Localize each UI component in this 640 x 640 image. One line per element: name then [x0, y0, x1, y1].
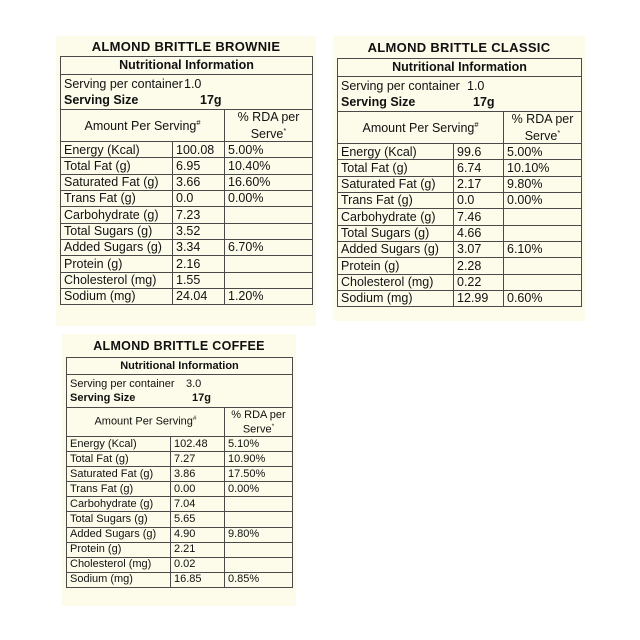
- table-row: [61, 158, 313, 174]
- table-row: [61, 288, 313, 304]
- nutrient-amount: 0.0: [454, 193, 504, 209]
- nutrient-rda: 5.00%: [225, 142, 313, 158]
- nutrient-amount: 99.6: [454, 144, 504, 160]
- serving-per-container-label: Serving per container: [70, 378, 175, 390]
- nutrient-name: Sodium (mg): [67, 572, 171, 587]
- nutrient-rda: 0.00%: [225, 191, 313, 207]
- table-row: [67, 512, 293, 527]
- amount-per-serving-header: Amount Per Serving#: [338, 112, 504, 144]
- amount-per-serving-header: Amount Per Serving#: [67, 408, 225, 437]
- nutrient-amount: 3.52: [173, 223, 225, 239]
- nutrient-name: Protein (g): [338, 258, 454, 274]
- nutrient-rda: 0.60%: [504, 290, 582, 306]
- table-row: [67, 497, 293, 512]
- nutrient-amount: 7.46: [454, 209, 504, 225]
- table-header: Nutritional Information: [67, 358, 293, 375]
- serving-per-container-label: Serving per container: [341, 79, 460, 93]
- table-header: Nutritional Information: [61, 57, 313, 75]
- nutrient-amount: 24.04: [173, 288, 225, 304]
- nutrition-table: [60, 56, 313, 305]
- nutrient-rda: [225, 542, 293, 557]
- nutrient-name: Energy (Kcal): [61, 142, 173, 158]
- nutrient-name: Cholesterol (mg): [61, 272, 173, 288]
- nutrient-name: Total Fat (g): [67, 452, 171, 467]
- nutrient-name: Trans Fat (g): [61, 191, 173, 207]
- nutrition-table: [66, 357, 293, 588]
- table-row: [67, 557, 293, 572]
- table-row: [61, 223, 313, 239]
- nutrient-amount: 2.21: [171, 542, 225, 557]
- nutrient-name: Added Sugars (g): [61, 239, 173, 255]
- serving-info: [61, 75, 313, 110]
- rda-header: % RDA per Serve*: [504, 112, 582, 144]
- nutrient-name: Protein (g): [67, 542, 171, 557]
- nutrient-amount: 3.66: [173, 174, 225, 190]
- table-row: [338, 160, 582, 176]
- nutrient-rda: 0.00%: [504, 193, 582, 209]
- table-row: [67, 542, 293, 557]
- nutrient-amount: 2.17: [454, 176, 504, 192]
- nutrient-name: Carbohydrate (g): [61, 207, 173, 223]
- nutrient-amount: 12.99: [454, 290, 504, 306]
- serving-size-label: Serving Size: [64, 93, 139, 107]
- serving-per-container-value: 3.0: [186, 378, 202, 390]
- nutrient-name: Sodium (mg): [61, 288, 173, 304]
- nutrient-rda: 10.90%: [225, 452, 293, 467]
- table-header: Nutritional Information: [338, 59, 582, 77]
- nutrient-amount: 16.85: [171, 572, 225, 587]
- serving-size-label: Serving Size: [341, 95, 416, 109]
- nutrient-name: Trans Fat (g): [67, 482, 171, 497]
- nutrient-rda: [225, 223, 313, 239]
- table-row: [338, 176, 582, 192]
- serving-per-container-value: 1.0: [184, 77, 202, 91]
- nutrient-name: Protein (g): [61, 256, 173, 272]
- serving-per-container-label: Serving per container: [64, 77, 183, 91]
- nutrient-rda: [225, 557, 293, 572]
- nutrient-name: Energy (Kcal): [338, 144, 454, 160]
- table-row: [61, 256, 313, 272]
- nutrient-name: Carbohydrate (g): [67, 497, 171, 512]
- nutrient-rda: 17.50%: [225, 467, 293, 482]
- nutrient-name: Total Sugars (g): [67, 512, 171, 527]
- classic-panel: [333, 36, 585, 321]
- serving-size-value: 17g: [192, 392, 211, 404]
- panel-title: ALMOND BRITTLE BROWNIE: [91, 39, 281, 54]
- table-row: [67, 527, 293, 542]
- table-row: [61, 239, 313, 255]
- table-row: [67, 482, 293, 497]
- nutrient-rda: [504, 258, 582, 274]
- nutrient-amount: 100.08: [173, 142, 225, 158]
- table-row: [338, 209, 582, 225]
- serving-size-label: Serving Size: [70, 392, 136, 404]
- brownie-panel: [56, 36, 316, 326]
- nutrition-table: [337, 58, 582, 307]
- nutrient-amount: 7.23: [173, 207, 225, 223]
- nutrient-amount: 4.66: [454, 225, 504, 241]
- nutrient-rda: [504, 209, 582, 225]
- nutrient-name: Energy (Kcal): [67, 437, 171, 452]
- nutrient-name: Carbohydrate (g): [338, 209, 454, 225]
- table-row: [338, 241, 582, 257]
- nutrient-rda: 5.00%: [504, 144, 582, 160]
- nutrient-amount: 6.95: [173, 158, 225, 174]
- nutrient-rda: 0.85%: [225, 572, 293, 587]
- nutrient-rda: 6.70%: [225, 239, 313, 255]
- nutrient-rda: 5.10%: [225, 437, 293, 452]
- rda-header: % RDA per Serve*: [225, 408, 293, 437]
- amount-per-serving-header: Amount Per Serving#: [61, 110, 225, 142]
- nutrient-amount: 7.04: [171, 497, 225, 512]
- nutrient-name: Total Sugars (g): [338, 225, 454, 241]
- table-row: [338, 290, 582, 306]
- table-row: [338, 225, 582, 241]
- rda-header: % RDA per Serve*: [225, 110, 313, 142]
- nutrient-name: Total Sugars (g): [61, 223, 173, 239]
- nutrient-name: Added Sugars (g): [67, 527, 171, 542]
- serving-info: [338, 77, 582, 112]
- table-row: [61, 272, 313, 288]
- serving-info: [67, 375, 293, 408]
- nutrient-amount: 4.90: [171, 527, 225, 542]
- nutrient-name: Saturated Fat (g): [338, 176, 454, 192]
- nutrient-rda: 10.10%: [504, 160, 582, 176]
- nutrient-amount: 0.0: [173, 191, 225, 207]
- table-row: [61, 174, 313, 190]
- nutrient-name: Sodium (mg): [338, 290, 454, 306]
- nutrient-amount: 2.28: [454, 258, 504, 274]
- nutrient-rda: [504, 225, 582, 241]
- nutrient-name: Cholesterol (mg): [338, 274, 454, 290]
- nutrient-name: Cholesterol (mg): [67, 557, 171, 572]
- nutrient-amount: 5.65: [171, 512, 225, 527]
- table-row: [67, 572, 293, 587]
- serving-per-container-value: 1.0: [467, 79, 485, 93]
- nutrient-name: Trans Fat (g): [338, 193, 454, 209]
- nutrient-name: Total Fat (g): [338, 160, 454, 176]
- coffee-panel: [62, 334, 296, 606]
- table-row: [338, 274, 582, 290]
- nutrient-rda: [225, 256, 313, 272]
- table-row: [67, 437, 293, 452]
- nutrient-rda: [225, 497, 293, 512]
- table-row: [61, 191, 313, 207]
- nutrient-amount: 3.86: [171, 467, 225, 482]
- nutrient-amount: 0.02: [171, 557, 225, 572]
- nutrient-amount: 1.55: [173, 272, 225, 288]
- nutrient-amount: 0.22: [454, 274, 504, 290]
- nutrient-name: Added Sugars (g): [338, 241, 454, 257]
- table-row: [338, 258, 582, 274]
- panel-title: ALMOND BRITTLE CLASSIC: [367, 40, 551, 55]
- nutrient-name: Total Fat (g): [61, 158, 173, 174]
- nutrient-amount: 7.27: [171, 452, 225, 467]
- nutrient-rda: 16.60%: [225, 174, 313, 190]
- table-row: [61, 207, 313, 223]
- nutrient-rda: [225, 512, 293, 527]
- table-row: [67, 452, 293, 467]
- nutrient-rda: [225, 207, 313, 223]
- nutrient-name: Saturated Fat (g): [61, 174, 173, 190]
- table-row: [338, 193, 582, 209]
- nutrient-amount: 3.07: [454, 241, 504, 257]
- nutrient-rda: 10.40%: [225, 158, 313, 174]
- nutrient-rda: 6.10%: [504, 241, 582, 257]
- nutrient-rda: [504, 274, 582, 290]
- table-row: [61, 142, 313, 158]
- panel-title: ALMOND BRITTLE COFFEE: [93, 339, 265, 353]
- table-row: [67, 467, 293, 482]
- nutrient-amount: 3.34: [173, 239, 225, 255]
- nutrient-rda: 0.00%: [225, 482, 293, 497]
- nutrient-rda: 9.80%: [225, 527, 293, 542]
- nutrient-rda: 1.20%: [225, 288, 313, 304]
- nutrient-amount: 0.00: [171, 482, 225, 497]
- nutrient-amount: 2.16: [173, 256, 225, 272]
- nutrient-rda: 9.80%: [504, 176, 582, 192]
- nutrient-rda: [225, 272, 313, 288]
- serving-size-value: 17g: [200, 93, 222, 107]
- nutrient-amount: 6.74: [454, 160, 504, 176]
- nutrient-name: Saturated Fat (g): [67, 467, 171, 482]
- table-row: [338, 144, 582, 160]
- nutrient-amount: 102.48: [171, 437, 225, 452]
- serving-size-value: 17g: [473, 95, 495, 109]
